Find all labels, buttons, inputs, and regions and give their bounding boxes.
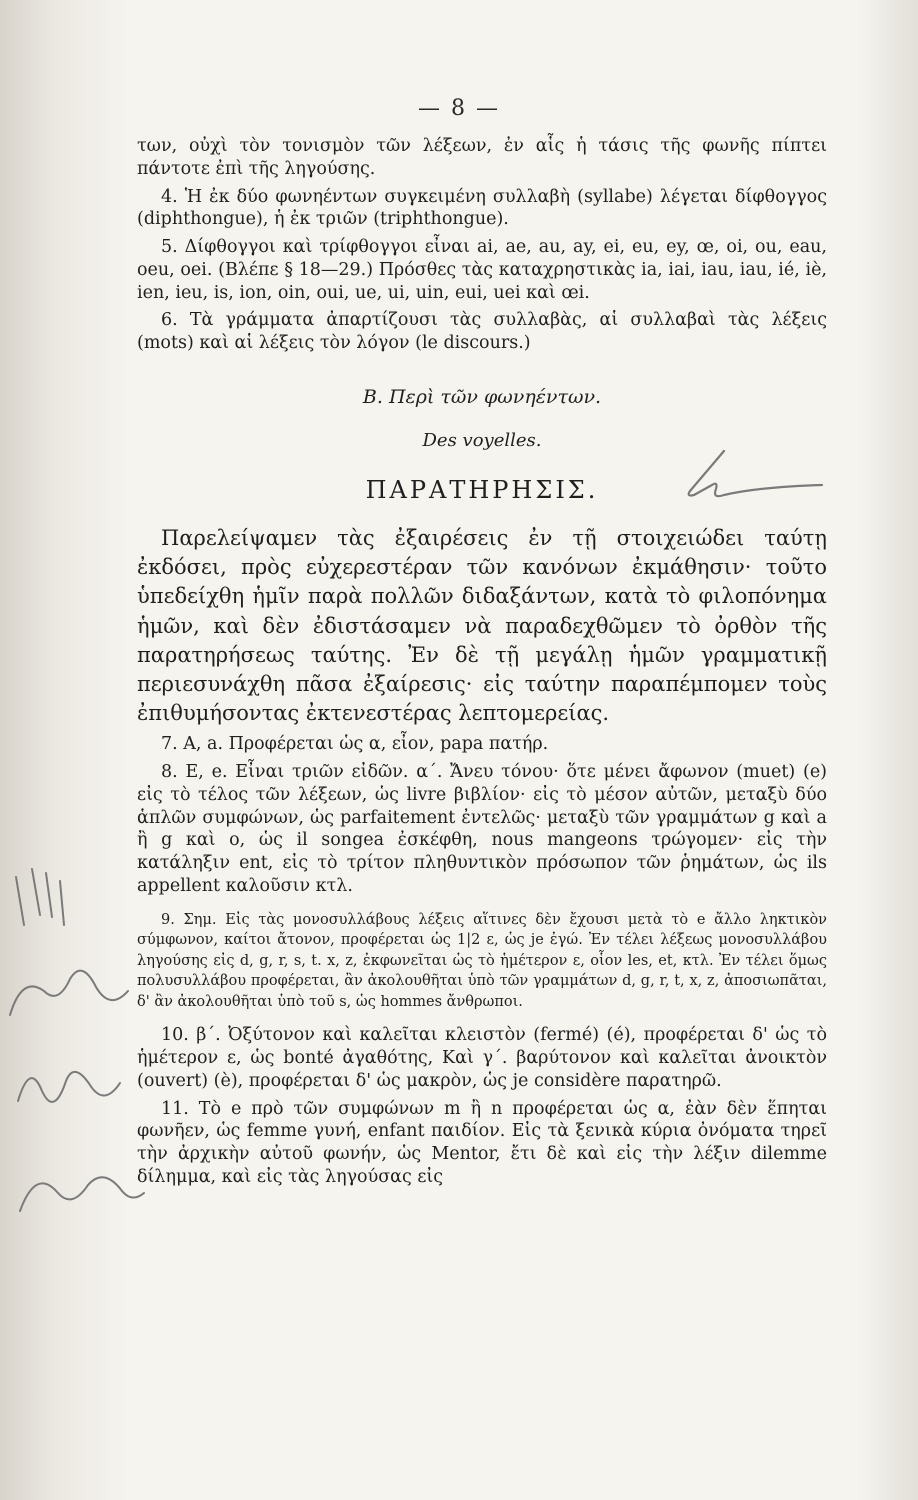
intro-continuation: των, οὐχὶ τὸν τονισμὸν τῶν λέξεων, ἐν αἷς ἡ τάσις τῆς φωνῆς πίπτει πάντοτε ἐπὶ τῆς ληγούσης. xyxy=(137,136,827,179)
section-subtitle: Des voyelles. xyxy=(422,430,542,452)
paragraph-4: 4. Ἡ ἐκ δύο φωνηέντων συγκειμένη συλλαβὴ (syllabe) λέγεται δίφθογγος (diphthongue), ἡ ἐκ τριῶν (triphthongue). xyxy=(137,186,827,230)
page-number: — 8 — xyxy=(418,96,500,121)
section-heading: ΠΑΡΑΤΗΡΗΣΙΣ. xyxy=(365,475,599,504)
section-title: Β. Περὶ τῶν φωνηέντων. xyxy=(362,385,602,408)
paragraph-9-note: 9. Σημ. Εἰς τὰς μονοσυλλάβους λέξεις αἵτινες δὲν ἔχουσι μετὰ τὸ e ἄλλο ληκτικὸν σύμφωνον, καίτοι ἄτονον, προφέρεται ὡς 1|2 ε, ὡς je ἐγώ. Ἐν τέλει λέξεως μονοσυλλάβου ληγούσης εἰς d, g, r, s, t. x, z, ἐκφωνεῖται ὡς τὸ ἡμέτερον ε, οἷον les, et, κτλ. Ἐν τέλει ὅμως πολυσυλλάβου προφέρεται, ἂν ἀκολουθῆται ὑπὸ τῶν γραμμάτων d, g, r, t, x, z, ἀποσιωπᾶται, δ' ἂν ἀκολουθῆται ὑπὸ τοῦ s, ὡς hommes ἄνθρωποι. xyxy=(137,911,827,1010)
text-block xyxy=(137,135,827,1189)
paragraph-8: 8. E, e. Εἶναι τριῶν εἰδῶν. α΄. Ἄνευ τόνου· ὅτε μένει ἄφωνον (muet) (e) εἰς τὸ τέλος τῶν λέξεων, ὡς livre βιβλίον· εἰς τὸ μέσον αὐτῶν, μεταξὺ δύο ἁπλῶν συμφώνων, ὡς parfaitement ἐντελῶς· μεταξὺ τῶν γραμμάτων g καὶ a ἢ g καὶ o, ὡς il songea ἐσκέφθη, nous mangeons τρώγομεν· εἰς τὴν κατάληξιν ent, εἰς τὸ τρίτον πληθυντικὸν πρόσωπον τῶν ῥημάτων, ὡς ils appellent καλοῦσιν κτλ. xyxy=(137,762,827,896)
paragraph-11: 11. Τὸ e πρὸ τῶν συμφώνων m ἢ n προφέρεται ὡς α, ἐὰν δὲν ἕπηται φωνῆεν, ὡς femme γυνή, enfant παιδίον. Εἰς τὰ ξενικὰ κύρια ὀνόματα τηρεῖ τὴν ἀρχικὴν αὐτοῦ φωνήν, ὡς Mentor, ἔτι δὲ καὶ εἰς τὴν λέξιν dilemme δίλημμα, καὶ εἰς τὰς ληγούσας εἰς xyxy=(137,1098,827,1187)
paragraph-10: 10. β΄. Ὀξύτονον καὶ καλεῖται κλειστὸν (fermé) (é), προφέρεται δ' ὡς τὸ ἡμέτερον ε, ὡς bonté ἀγαθότης, Καὶ γ΄. βαρύτονον καὶ καλεῖται ἀνοικτὸν (ouvert) (è), προφέρεται δ' ὡς μακρὸν, ὡς je considère παρατηρῶ. xyxy=(137,1025,827,1091)
observation-paragraph: Παρελείψαμεν τὰς ἐξαιρέσεις ἐν τῇ στοιχειώδει ταύτῃ ἐκδόσει, πρὸς εὐχερεστέραν τῶν κανόνων ἐκμάθησιν· τοῦτο ὑπεδείχθη ἡμῖν παρὰ πολλῶν διδαξάντων, κατὰ τὸ φιλοπόνημα ἡμῶν, καὶ δὲν ἐδιστάσαμεν νὰ παραδεχθῶμεν τὸ ὀρθὸν τῆς παρατηρήσεως ταύτης. Ἐν δὲ τῇ μεγάλῃ ἡμῶν γραμματικῇ περιεσυνάχθη πᾶσα ἐξαίρεσις· εἰς ταύτην παραπέμπομεν τοὺς ἐπιθυμήσοντας ἐκτενεστέρας λεπτομερείας. xyxy=(137,526,827,726)
paragraph-6: 6. Τὰ γράμματα ἀπαρτίζουσι τὰς συλλαβὰς, αἱ συλλαβαὶ τὰς λέξεις (mots) καὶ αἱ λέξεις τὸν λόγον (le discours.) xyxy=(137,310,827,353)
paragraph-5: 5. Δίφθογγοι καὶ τρίφθογγοι εἶναι ai, ae, au, ay, ei, eu, ey, œ, oi, ou, eau, oeu, oei. (Βλέπε § 18—29.) Πρόσθες τὰς καταχρηστικὰς ia, iai, iau, iau, ié, iè, ien, ieu, is, ion, oin, oui, ue, ui, uin, eui, uei καὶ œi. xyxy=(137,237,827,303)
margin-pencil-scribbles xyxy=(0,855,160,1275)
paragraph-7: 7. A, a. Προφέρεται ὡς α, εἶον, papa πατήρ. xyxy=(161,734,549,755)
